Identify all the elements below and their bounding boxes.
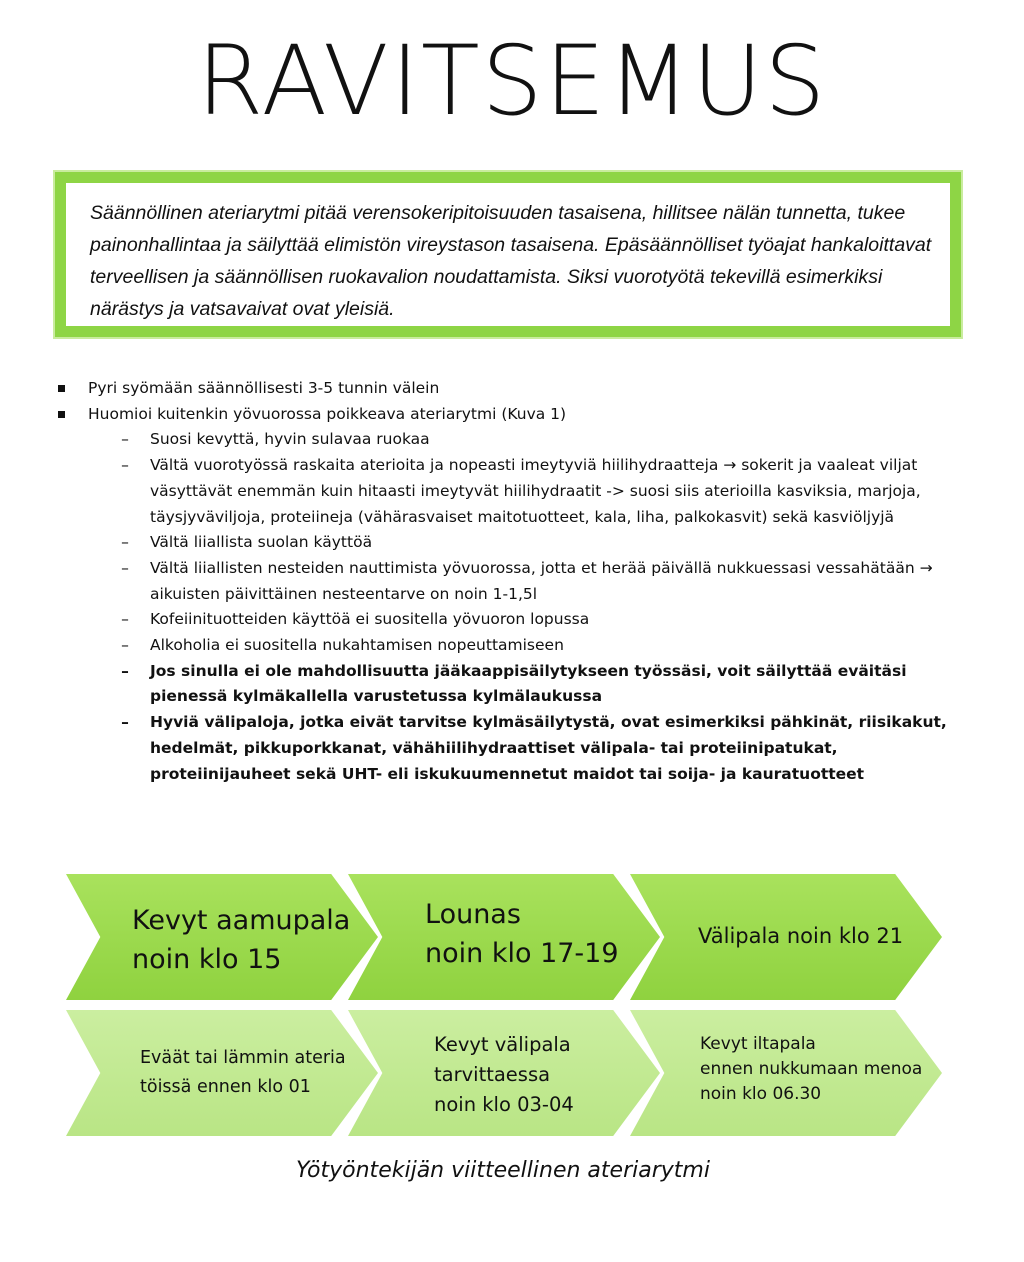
dash-icon: – bbox=[121, 430, 129, 449]
sub-list-item bbox=[58, 453, 958, 530]
sub-list-item-text: Vältä liiallisten nesteiden nauttimista yövuorossa, jotta et herää päivällä nukkuessasi vessahätään → aikuisten päivittäinen nesteentarve on noin 1-1,5l bbox=[150, 558, 933, 603]
sub-list-item-text: Kofeiinituotteiden käyttöä ei suositella yövuoron lopussa bbox=[150, 610, 590, 629]
meal-label-evening-snack: Kevyt iltapala ennen nukkumaan menoa noin klo 06.30 bbox=[700, 1034, 923, 1104]
sub-list-item-text: Vältä liiallista suolan käyttöä bbox=[150, 533, 373, 552]
dash-icon: – bbox=[121, 558, 129, 577]
sub-list-item bbox=[58, 530, 958, 556]
meal-label-breakfast: Kevyt aamupala noin klo 15 bbox=[132, 905, 351, 975]
dash-icon: – bbox=[121, 456, 129, 475]
list-item-text: Pyri syömään säännöllisesti 3-5 tunnin välein bbox=[88, 379, 440, 397]
sub-list-item bbox=[58, 710, 958, 787]
list-item bbox=[58, 376, 958, 402]
meal-label-snack: Välipala noin klo 21 bbox=[698, 924, 904, 948]
intro-box bbox=[55, 172, 961, 337]
sub-list-item bbox=[58, 427, 958, 453]
sub-list-item-text: Suosi kevyttä, hyvin sulavaa ruokaa bbox=[150, 430, 430, 449]
list-item bbox=[58, 402, 958, 428]
sub-list-item bbox=[58, 659, 958, 710]
sub-list-item-text: Vältä vuorotyössä raskaita aterioita ja nopeasti imeytyviä hiilihydraatteja → sokerit ja vaaleat viljat väsyttävät enemmän kuin hitaasti imeytyvät hiilihydraatit -> suosi siis aterioilla kasviksia, marjoja, täysjyväviljoja, proteiineja (vähärasvaiset maitotuotteet, kala, liha, palkokasvit) sekä kasviöljyjä bbox=[150, 456, 921, 526]
meal-label-night-snack: Kevyt välipala tarvittaessa noin klo 03-04 bbox=[434, 1033, 574, 1116]
bullet-square-icon bbox=[58, 385, 65, 392]
page-title: RAVITSEMUS bbox=[196, 25, 828, 137]
dash-icon: – bbox=[121, 533, 129, 552]
list-item-text: Huomioi kuitenkin yövuorossa poikkeava ateriarytmi (Kuva 1) bbox=[88, 404, 567, 423]
sub-list-item bbox=[58, 633, 958, 659]
sub-list-item-text: Hyviä välipaloja, jotka eivät tarvitse kylmäsäilytystä, ovat esimerkiksi pähkinät, riisikakut, hedelmät, pikkuporkkanat, vähähiilihydraattiset välipala- tai proteiinipatukat, proteiinijauheet sekä UHT- eli iskukuumennetut maidot tai soija- ja kauratuotteet bbox=[150, 713, 947, 783]
dash-icon: – bbox=[121, 610, 129, 629]
sub-list-item bbox=[58, 556, 958, 607]
intro-text: Säännöllinen ateriarytmi pitää verensokeripitoisuuden tasaisena, hillitsee nälän tunnetta, tukee painonhallintaa ja säilyttää elimistön vireystason tasaisena. Epäsäännölliset työajat hankaloittavat terveellisen ja säännöllisen ruokavalion noudattamista. Siksi vuorotyötä tekevillä esimerkiksi närästys ja vatsavaivat ovat yleisiä. bbox=[90, 202, 932, 320]
guideline-list bbox=[58, 376, 958, 787]
sub-list-item-text: Alkoholia ei suositella nukahtamisen nopeuttamiseen bbox=[150, 636, 564, 655]
dash-icon: – bbox=[121, 636, 129, 655]
meal-label-night-meal: Eväät tai lämmin ateria töissä ennen klo 01 bbox=[140, 1048, 346, 1097]
bullet-square-icon bbox=[58, 411, 65, 418]
dash-icon: – bbox=[121, 713, 129, 732]
sub-list-item bbox=[58, 607, 958, 633]
dash-icon: – bbox=[121, 661, 129, 680]
figure-caption: Yötyöntekijän viitteellinen ateriarytmi bbox=[296, 1158, 710, 1183]
sub-list-item-text: Jos sinulla ei ole mahdollisuutta jääkaappisäilytykseen työssäsi, voit säilyttää eväitäsi pienessä kylmäkallella varustetussa kylmälaukussa bbox=[150, 661, 907, 706]
meal-label-lunch: Lounas noin klo 17-19 bbox=[425, 899, 619, 969]
